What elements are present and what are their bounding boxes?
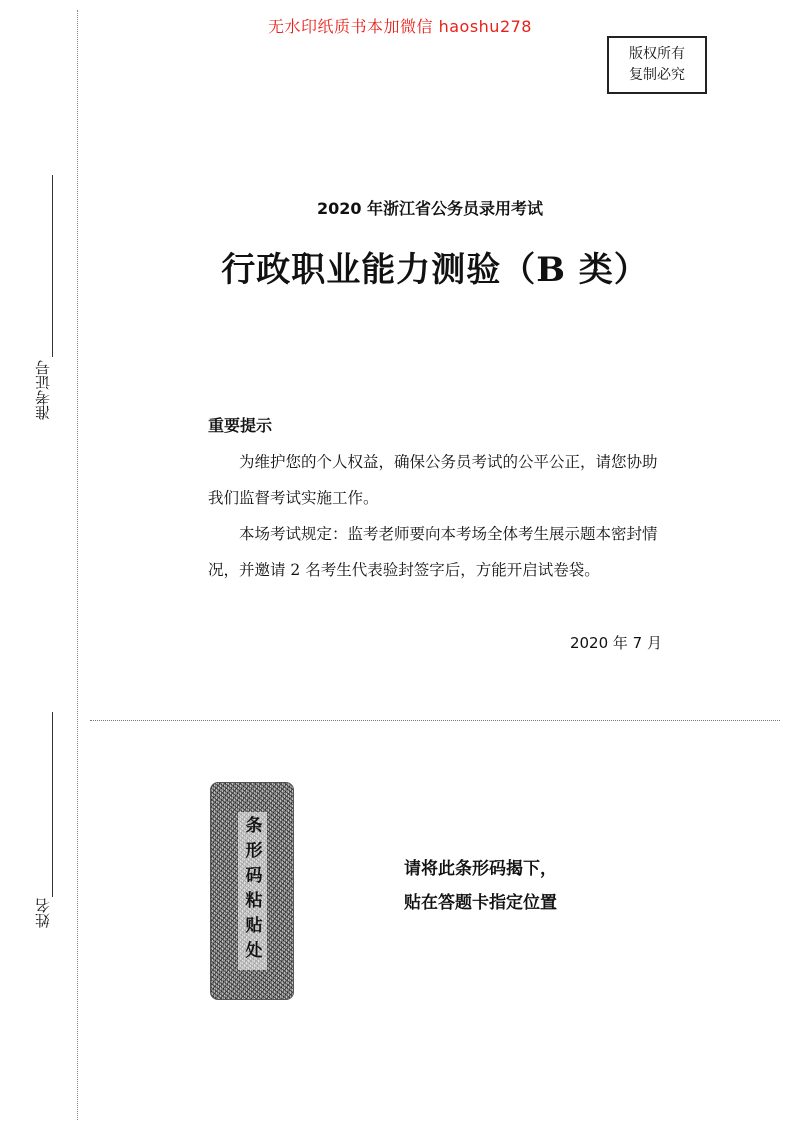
notice-paragraph-1-text: 为维护您的个人权益，确保公务员考试的公平公正，请您协助我们监督考试实施工作。 <box>208 453 658 507</box>
barcode-instruction-line1: 请将此条形码揭下， <box>404 859 557 879</box>
cut-dotted-line <box>90 720 780 721</box>
notice-paragraph-1 <box>208 444 668 516</box>
notice-paragraph-2-text: 本场考试规定：监考老师要向本考场全体考生展示题本密封情况，并邀请 2 名考生代表验封签字后，方能开启试卷袋。 <box>208 525 658 579</box>
barcode-instruction <box>404 852 557 920</box>
notice-heading: 重要提示 <box>208 416 273 435</box>
name-underline <box>52 712 53 897</box>
barcode-instruction-line2: 贴在答题卡指定位置 <box>404 893 557 913</box>
exam-id-label: 准考证号 <box>34 360 52 420</box>
name-label: 姓名 <box>34 898 52 928</box>
copyright-box <box>607 36 707 94</box>
barcode-label: 条形码粘贴处 <box>238 812 267 970</box>
exam-subtitle: 2020 年浙江省公务员录用考试 <box>316 199 544 218</box>
binding-dotted-line <box>77 10 78 1120</box>
exam-title: 行政职业能力测验（B 类） <box>221 250 649 290</box>
barcode-sticker[interactable] <box>210 782 294 1000</box>
notice-paragraph-2 <box>208 516 668 588</box>
watermark-text: 无水印纸质书本加微信 haoshu278 <box>268 17 532 36</box>
copyright-line2: 复制必究 <box>629 67 685 83</box>
copyright-line1: 版权所有 <box>629 46 685 62</box>
notice-date: 2020 年 7 月 <box>569 634 662 652</box>
